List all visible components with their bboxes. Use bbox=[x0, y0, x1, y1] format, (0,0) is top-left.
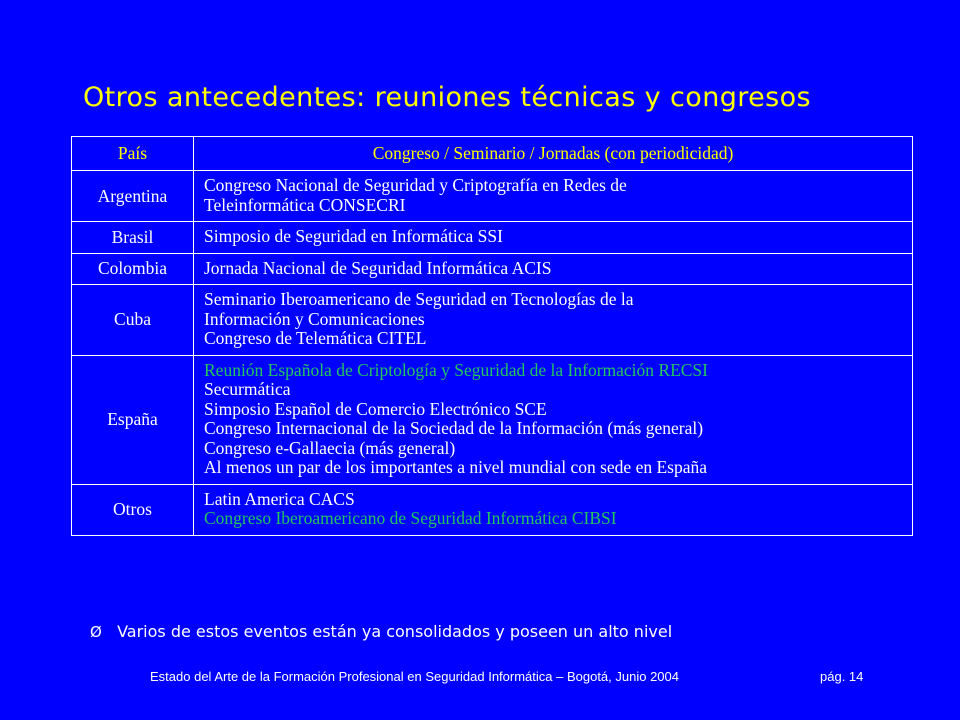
slide-title: Otros antecedentes: reuniones técnicas y congresos bbox=[83, 82, 812, 113]
country-cell: España bbox=[72, 355, 194, 484]
arrow-bullet-icon: Ø bbox=[90, 623, 102, 641]
event-item: Congreso Nacional de Seguridad y Criptografía en Redes de bbox=[204, 175, 627, 195]
country-cell: Cuba bbox=[72, 285, 194, 356]
event-item: Simposio Español de Comercio Electrónico SCE bbox=[204, 398, 547, 419]
events-cell bbox=[194, 171, 913, 222]
events-table bbox=[71, 136, 913, 536]
events-cell bbox=[194, 253, 913, 285]
event-item: Congreso Iberoamericano de Seguridad Informática CIBSI bbox=[204, 508, 617, 528]
event-item: Latin America CACS bbox=[204, 488, 355, 509]
country-cell: Argentina bbox=[72, 171, 194, 222]
bullet-point bbox=[90, 622, 890, 641]
page-number: pág. 14 bbox=[820, 669, 864, 684]
event-item: Seminario Iberoamericano de Seguridad en Tecnologías de la bbox=[204, 289, 634, 309]
event-item: Securmática bbox=[204, 379, 291, 399]
table-row bbox=[72, 171, 913, 222]
events-cell bbox=[194, 484, 913, 535]
event-item: Congreso e-Gallaecia (más general) bbox=[204, 437, 456, 458]
event-item: Reunión Española de Criptología y Seguridad de la Información RECSI bbox=[204, 359, 708, 380]
header-events: Congreso / Seminario / Jornadas (con periodicidad) bbox=[194, 137, 913, 171]
country-cell: Brasil bbox=[72, 222, 194, 254]
event-item: Congreso de Telemática CITEL bbox=[204, 328, 427, 348]
events-cell bbox=[194, 222, 913, 254]
event-item: Al menos un par de los importantes a nivel mundial con sede en España bbox=[204, 457, 707, 477]
event-item: Teleinformática CONSECRI bbox=[204, 194, 406, 215]
footer bbox=[150, 669, 890, 684]
table-header-row bbox=[72, 137, 913, 171]
event-item: Jornada Nacional de Seguridad Informática ACIS bbox=[204, 257, 552, 278]
country-cell: Colombia bbox=[72, 253, 194, 285]
table-row bbox=[72, 285, 913, 356]
table-body bbox=[72, 171, 913, 536]
footer-text: Estado del Arte de la Formación Profesional en Seguridad Informática – Bogotá, Junio 2004 bbox=[150, 669, 679, 684]
country-cell: Otros bbox=[72, 484, 194, 535]
bullet-text: Varios de estos eventos están ya consolidados y poseen un alto nivel bbox=[117, 622, 673, 641]
event-item: Información y Comunicaciones bbox=[204, 308, 425, 329]
header-country: País bbox=[72, 137, 194, 171]
event-item: Congreso Internacional de la Sociedad de la Información (más general) bbox=[204, 418, 704, 438]
events-cell bbox=[194, 285, 913, 356]
table-row bbox=[72, 355, 913, 484]
events-cell bbox=[194, 355, 913, 484]
table-row bbox=[72, 484, 913, 535]
event-item: Simposio de Seguridad en Informática SSI bbox=[204, 226, 503, 246]
table-row bbox=[72, 253, 913, 285]
table-row bbox=[72, 222, 913, 254]
